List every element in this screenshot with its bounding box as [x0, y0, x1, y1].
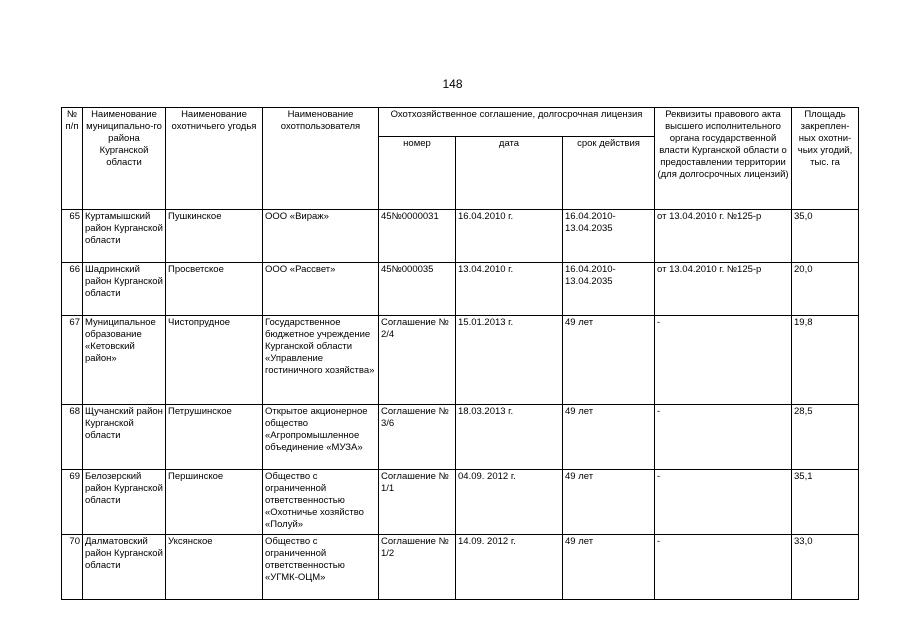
cell-agreement-number: 45№0000031	[379, 210, 456, 263]
cell-area: 19,8	[792, 316, 859, 405]
header-act: Реквизиты правового акта высшего исполнительного органа государственной власти Курганской области о предоставлении территории (для долгосрочных лицензий)	[655, 108, 792, 210]
cell-agreement-term: 49 лет	[563, 535, 655, 600]
header-agreement-group: Охотхозяйственное соглашение, долгосрочная лицензия	[379, 108, 655, 137]
cell-area: 20,0	[792, 263, 859, 316]
cell-area: 35,0	[792, 210, 859, 263]
cell-user: ООО «Рассвет»	[263, 263, 379, 316]
cell-ground: Петрушинское	[166, 405, 263, 470]
cell-num: 66	[62, 263, 83, 316]
cell-act: -	[655, 470, 792, 535]
cell-ground: Уксянское	[166, 535, 263, 600]
header-agreement-date: дата	[456, 137, 563, 210]
cell-act: от 13.04.2010 г. №125-р	[655, 210, 792, 263]
header-area: Площадь закреплен-ных охотни-чьих угодий, тыс. га	[792, 108, 859, 210]
cell-act: -	[655, 405, 792, 470]
header-agreement-term: срок действия	[563, 137, 655, 210]
cell-agreement-term: 16.04.2010-13.04.2035	[563, 263, 655, 316]
cell-act: -	[655, 316, 792, 405]
cell-agreement-number: Соглашение № 2/4	[379, 316, 456, 405]
cell-agreement-date: 14.09. 2012 г.	[456, 535, 563, 600]
header-num: № п/п	[62, 108, 83, 210]
cell-district: Далматовский район Курганской области	[83, 535, 166, 600]
cell-district: Куртамышский район Курганской области	[83, 210, 166, 263]
cell-agreement-number: Соглашение № 1/1	[379, 470, 456, 535]
table-row	[62, 316, 859, 405]
cell-act: от 13.04.2010 г. №125-р	[655, 263, 792, 316]
cell-user: ООО «Вираж»	[263, 210, 379, 263]
page-number: 148	[442, 77, 463, 91]
table-row	[62, 405, 859, 470]
cell-area: 33,0	[792, 535, 859, 600]
cell-district: Шадринский район Курганской области	[83, 263, 166, 316]
cell-user: Общество с ограниченной ответственностью «УГМК-ОЦМ»	[263, 535, 379, 600]
hunting-grounds-table	[61, 107, 859, 600]
cell-act: -	[655, 535, 792, 600]
cell-agreement-term: 49 лет	[563, 405, 655, 470]
cell-ground: Просветское	[166, 263, 263, 316]
cell-ground: Першинское	[166, 470, 263, 535]
cell-agreement-date: 13.04.2010 г.	[456, 263, 563, 316]
cell-agreement-term: 49 лет	[563, 470, 655, 535]
cell-ground: Пушкинское	[166, 210, 263, 263]
cell-agreement-date: 18.03.2013 г.	[456, 405, 563, 470]
cell-district: Щучанский район Курганской области	[83, 405, 166, 470]
cell-user: Государственное бюджетное учреждение Курганской области «Управление гостиничного хозяйства»	[263, 316, 379, 405]
cell-district: Белозерский район Курганской области	[83, 470, 166, 535]
header-district: Наименование муниципально-го района Курганской области	[83, 108, 166, 210]
table-row	[62, 263, 859, 316]
cell-num: 69	[62, 470, 83, 535]
cell-agreement-date: 15.01.2013 г.	[456, 316, 563, 405]
header-ground: Наименование охотничьего угодья	[166, 108, 263, 210]
cell-area: 35,1	[792, 470, 859, 535]
cell-num: 67	[62, 316, 83, 405]
cell-ground: Чистопрудное	[166, 316, 263, 405]
cell-agreement-number: 45№000035	[379, 263, 456, 316]
cell-agreement-term: 16.04.2010-13.04.2035	[563, 210, 655, 263]
cell-agreement-date: 16.04.2010 г.	[456, 210, 563, 263]
cell-agreement-number: Соглашение № 1/2	[379, 535, 456, 600]
cell-num: 65	[62, 210, 83, 263]
header-agreement-number: номер	[379, 137, 456, 210]
cell-area: 28,5	[792, 405, 859, 470]
cell-district: Муниципальное образование «Кетовский район»	[83, 316, 166, 405]
cell-user: Общество с ограниченной ответственностью «Охотничье хозяйство «Полуй»	[263, 470, 379, 535]
cell-agreement-number: Соглашение № 3/6	[379, 405, 456, 470]
table-row	[62, 470, 859, 535]
table-row	[62, 210, 859, 263]
header-user: Наименование охотпользователя	[263, 108, 379, 210]
cell-num: 70	[62, 535, 83, 600]
table-row	[62, 535, 859, 600]
cell-agreement-term: 49 лет	[563, 316, 655, 405]
cell-num: 68	[62, 405, 83, 470]
cell-agreement-date: 04.09. 2012 г.	[456, 470, 563, 535]
cell-user: Открытое акционерное общество «Агропромышленное объединение «МУЗА»	[263, 405, 379, 470]
